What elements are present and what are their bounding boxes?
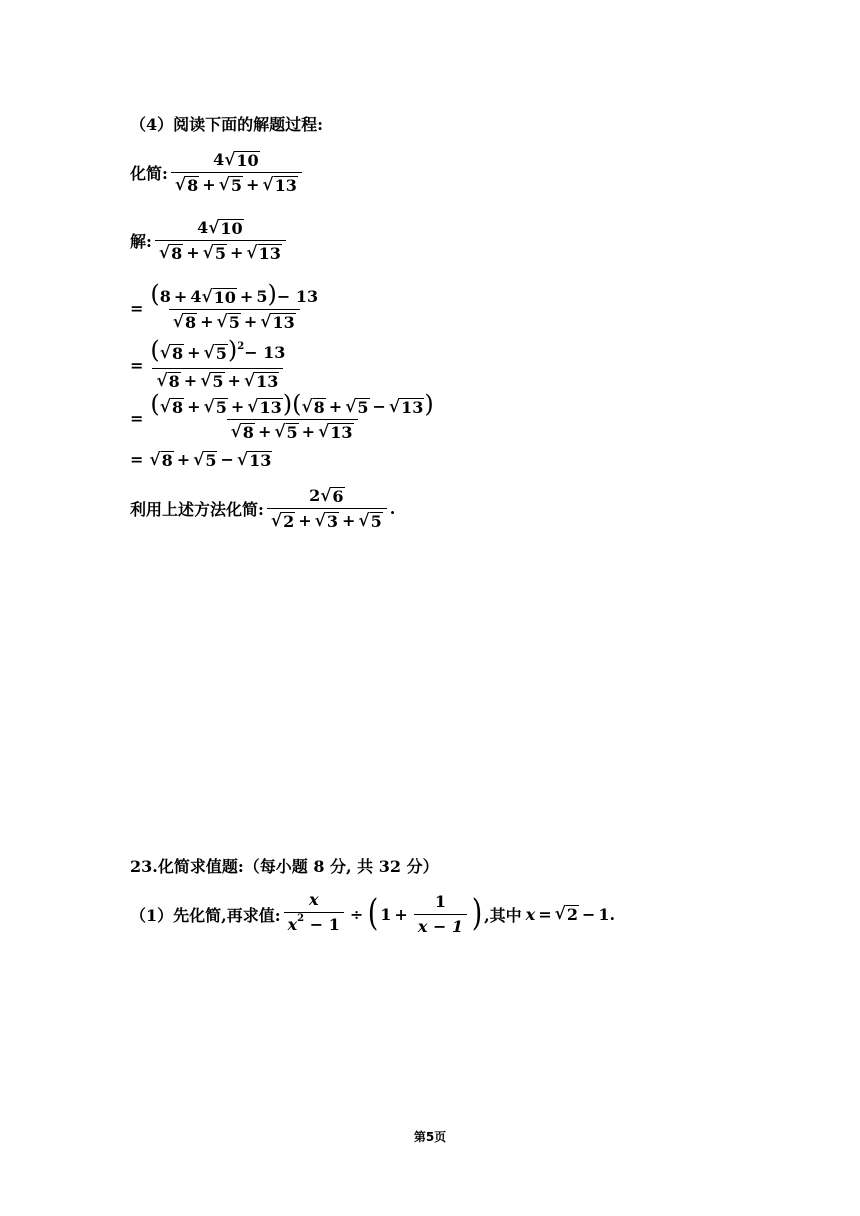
solution-label: 解: — [130, 232, 152, 251]
exercise-prompt: 利用上述方法化简: 2 √ 6 √ 2 + √ 3 + √ 5 . — [130, 486, 396, 531]
q23-sub1: （1）先化简,再求值: $\frac{x}{x^2 - 1}$ ÷ ( 1 + $\frac{1}{x - 1}$ ) ,其中 x = √ 2 − 1 . — [130, 890, 615, 938]
solution-line-5: = √ 8 + √ 5 − √ 13 — [130, 449, 272, 470]
q23-heading: 23.化简求值题:（每小题 8 分, 共 32 分） — [130, 857, 439, 876]
solution-line-1: 解: 4 √ 10 √ 8 + √ 5 + √ 13 — [130, 218, 289, 263]
solution-line-4: = ( √ 8 + √ 5 + √ 13 )( √ 8 + √ 5 − √ 13 ) √ 8 + √ 5 + √ 13 — [130, 390, 434, 442]
problem-statement — [130, 150, 305, 195]
simplify-label: 化简: — [130, 164, 168, 183]
solution-line-3: = ( √ 8 + √ 5 )$^2$− 13 √ 8 + √ 5 + √ 13 — [130, 336, 286, 391]
method-prompt: 利用上述方法化简: — [130, 500, 264, 519]
part4-heading: （4）阅读下面的解题过程: — [130, 115, 324, 134]
exercise-fraction: 2 √ 6 √ 2 + √ 3 + √ 5 — [267, 486, 387, 531]
solution-line-2: = (8 + 4 √ 10 + 5)− 13 √ 8 + √ 5 + √ 13 — [130, 280, 319, 332]
problem-fraction: 4 √ 10 √ 8 + √ 5 + √ 13 — [171, 150, 302, 195]
q23-sub1-label: （1）先化简,再求值: — [130, 905, 281, 925]
page-number: 第5页 — [413, 1130, 447, 1144]
